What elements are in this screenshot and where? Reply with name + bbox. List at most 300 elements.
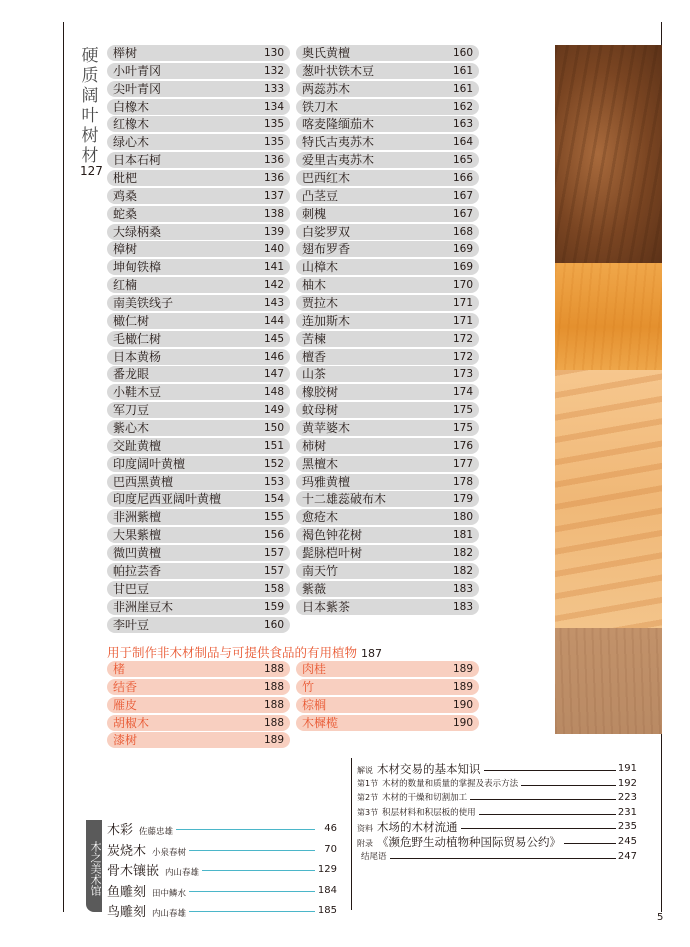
list-item-page: 139 <box>263 225 284 238</box>
list-item-name: 绿心木 <box>113 135 150 150</box>
list-item-page: 179 <box>452 493 473 506</box>
list-item <box>107 384 290 400</box>
list-item-name: 交趾黄檀 <box>113 438 162 453</box>
museum-entry-label <box>107 861 202 882</box>
wood-sample-dark-walnut <box>555 45 662 263</box>
list-item-name: 柿树 <box>302 438 327 453</box>
list-item <box>107 420 290 436</box>
list-item <box>107 99 290 115</box>
list-item-page: 183 <box>452 582 473 595</box>
museum-entry <box>107 902 337 923</box>
list-item-page: 130 <box>263 47 284 59</box>
list-item-name: 日本黄杨 <box>113 349 162 364</box>
list-item-page: 172 <box>452 350 473 363</box>
section-title: 硬质阔叶树材 <box>81 46 99 166</box>
list-item-name: 橄仁树 <box>113 313 150 328</box>
museum-entry-author: 佐藤忠雄 <box>139 827 174 837</box>
list-item-page: 144 <box>263 314 284 327</box>
museum-entry-author: 小泉春树 <box>152 847 187 858</box>
list-item <box>107 661 290 677</box>
list-item <box>296 456 479 472</box>
wood-sample-orange <box>555 263 662 370</box>
reference-label <box>357 820 461 836</box>
list-item <box>107 188 290 204</box>
list-item <box>107 134 290 150</box>
reference-entry <box>357 850 637 865</box>
list-item-page: 138 <box>263 207 284 220</box>
list-item-name: 奥氏黄檀 <box>302 46 351 60</box>
list-item-page: 167 <box>452 207 473 220</box>
list-item <box>296 661 479 677</box>
list-item-name: 紫薇 <box>302 581 327 596</box>
list-item-name: 褐色钟花树 <box>302 528 363 543</box>
list-item-page: 157 <box>263 547 284 560</box>
list-item-name: 漆树 <box>113 733 138 748</box>
list-item-name: 髭脉桤叶树 <box>302 546 363 561</box>
list-item <box>107 617 290 633</box>
list-item-name: 橡胶树 <box>302 385 339 400</box>
list-item-page: 181 <box>452 529 473 542</box>
list-item-name: 南美铁线子 <box>113 296 174 311</box>
list-item-page: 189 <box>263 734 284 747</box>
list-item <box>107 715 290 731</box>
reference-prefix: 第2节 <box>357 793 379 803</box>
list-item-page: 143 <box>263 297 284 310</box>
list-item-page: 147 <box>263 368 284 381</box>
list-item-page: 133 <box>263 82 284 95</box>
list-item-page: 189 <box>452 663 473 675</box>
list-item-page: 155 <box>263 511 284 524</box>
list-item-name: 印度阔叶黄檀 <box>113 456 186 471</box>
reference-page: 235 <box>617 821 637 833</box>
list-item-name: 日本紫茶 <box>302 599 351 614</box>
list-item-name: 小叶青冈 <box>113 63 162 78</box>
list-item <box>296 545 479 561</box>
species-list-column-1 <box>107 45 290 634</box>
left-margin-rule <box>63 22 64 912</box>
list-item <box>107 241 290 257</box>
reference-page: 192 <box>617 777 637 789</box>
museum-entry-title: 鱼雕刻 <box>107 884 147 900</box>
list-item <box>296 679 479 695</box>
list-item-page: 154 <box>263 493 284 506</box>
reference-label <box>357 850 390 864</box>
list-item-name: 枇杷 <box>113 171 138 186</box>
list-item-name: 红楠 <box>113 278 138 293</box>
list-item-page: 149 <box>263 404 284 417</box>
list-item-page: 156 <box>263 529 284 542</box>
list-item <box>296 474 479 490</box>
useful-plants-title: 用于制作非木材制品与可提供食品的有用植物 <box>107 645 358 660</box>
list-item-name: 大果紫檀 <box>113 528 162 543</box>
list-item-name: 尖叶青冈 <box>113 81 162 96</box>
list-item-name: 日本石柯 <box>113 153 162 168</box>
wood-sample-light-grain <box>555 370 662 628</box>
list-item-name: 军刀豆 <box>113 403 150 418</box>
list-item-page: 162 <box>452 100 473 113</box>
list-item-page: 166 <box>452 172 473 185</box>
list-item-page: 135 <box>263 118 284 131</box>
list-item <box>296 313 479 329</box>
list-item-name: 凸茎豆 <box>302 188 339 203</box>
list-item-name: 番龙眼 <box>113 367 150 382</box>
list-item-page: 189 <box>452 680 473 693</box>
list-item-page: 152 <box>263 457 284 470</box>
list-item <box>296 527 479 543</box>
list-item-page: 182 <box>452 564 473 577</box>
list-item-name: 玛雅黄檀 <box>302 474 351 489</box>
list-item-page: 190 <box>452 698 473 711</box>
list-item-name: 蛇桑 <box>113 206 138 221</box>
list-item <box>107 563 290 579</box>
list-item-name: 甘巴豆 <box>113 581 150 596</box>
museum-entry-label <box>107 841 189 862</box>
reference-title: 积层材料和积层板的使用 <box>382 807 476 818</box>
list-item-page: 188 <box>263 663 284 675</box>
list-item <box>296 99 479 115</box>
list-item-name: 特氏古夷苏木 <box>302 135 375 150</box>
section-page-number: 127 <box>80 164 103 178</box>
list-item-name: 大绿柄桑 <box>113 224 162 239</box>
list-item-name: 非洲紫檀 <box>113 510 162 525</box>
list-item-name: 白娑罗双 <box>302 224 351 239</box>
list-item <box>296 349 479 365</box>
list-item <box>296 331 479 347</box>
reference-title: 木场的木材流通 <box>377 820 458 835</box>
list-item-page: 136 <box>263 172 284 185</box>
list-item-page: 141 <box>263 261 284 274</box>
list-item <box>296 715 479 731</box>
list-item-page: 178 <box>452 475 473 488</box>
list-item <box>107 81 290 97</box>
reference-prefix: 第3节 <box>357 807 379 817</box>
list-item <box>107 206 290 222</box>
list-item-name: 黑檀木 <box>302 456 339 471</box>
museum-entry-author: 内山春雄 <box>165 868 200 879</box>
museum-entry-title: 骨木镶嵌 <box>107 864 160 880</box>
list-item-name: 鸡桑 <box>113 188 138 203</box>
list-item <box>296 384 479 400</box>
list-item-page: 146 <box>263 350 284 363</box>
reference-entry <box>357 835 637 850</box>
list-item <box>107 545 290 561</box>
reference-label <box>357 777 521 791</box>
list-item-page: 167 <box>452 189 473 202</box>
list-item-page: 188 <box>263 716 284 729</box>
list-item-page: 140 <box>263 243 284 256</box>
list-item-page: 190 <box>452 716 473 729</box>
list-item <box>107 438 290 454</box>
list-item-name: 愈疮木 <box>302 510 339 525</box>
list-item <box>107 366 290 382</box>
list-item-page: 135 <box>263 136 284 149</box>
list-item-name: 白橡木 <box>113 99 150 114</box>
list-item-page: 174 <box>452 386 473 399</box>
list-item <box>107 679 290 695</box>
list-item <box>107 599 290 615</box>
list-item <box>107 732 290 748</box>
list-item <box>107 474 290 490</box>
list-item <box>296 170 479 186</box>
list-item-name: 檀香 <box>302 349 327 364</box>
list-item <box>296 599 479 615</box>
list-item-page: 159 <box>263 600 284 613</box>
leader-line <box>357 858 617 859</box>
list-item-name: 棕榈 <box>302 697 327 712</box>
list-item-page: 164 <box>452 136 473 149</box>
reference-label <box>357 791 470 805</box>
reference-title: 结尾语 <box>361 851 387 862</box>
list-item-name: 蚊母树 <box>302 403 339 418</box>
list-item-name: 雁皮 <box>113 697 138 712</box>
list-item-page: 132 <box>263 64 284 77</box>
list-item <box>296 45 479 61</box>
list-item-page: 161 <box>452 82 473 95</box>
list-item <box>296 491 479 507</box>
list-item-name: 喀麦隆缅茄木 <box>302 117 375 132</box>
list-item-name: 铁刀木 <box>302 99 339 114</box>
reference-title: 木材的数量和质量的掌握及表示方法 <box>382 778 519 789</box>
list-item <box>107 402 290 418</box>
list-item-name: 胡椒木 <box>113 715 150 730</box>
list-item-page: 168 <box>452 225 473 238</box>
list-item <box>296 206 479 222</box>
reference-entry <box>357 806 637 821</box>
list-item-page: 175 <box>452 404 473 417</box>
list-item-page: 145 <box>263 332 284 345</box>
useful-plants-heading <box>107 643 382 661</box>
reference-page: 245 <box>617 835 637 847</box>
list-item-page: 134 <box>263 100 284 113</box>
list-item-name: 楮 <box>113 662 126 676</box>
list-item-page: 173 <box>452 368 473 381</box>
list-item <box>107 63 290 79</box>
reference-label <box>357 806 479 820</box>
reference-page: 231 <box>617 806 637 818</box>
list-item-page: 170 <box>452 279 473 292</box>
list-item-page: 183 <box>452 600 473 613</box>
list-item-name: 山茶 <box>302 367 327 382</box>
reference-prefix: 第1节 <box>357 778 379 788</box>
list-item-page: 157 <box>263 564 284 577</box>
list-item <box>107 313 290 329</box>
museum-entry <box>107 820 337 841</box>
reference-title: 木材的干燥和切割加工 <box>382 793 468 804</box>
reference-prefix: 附录 <box>357 838 373 848</box>
list-item <box>107 277 290 293</box>
list-item-name: 帕拉芸香 <box>113 563 162 578</box>
list-item <box>296 402 479 418</box>
list-item <box>296 509 479 525</box>
list-item <box>296 224 479 240</box>
museum-entry-page: 129 <box>316 861 337 879</box>
reference-page: 223 <box>617 792 637 804</box>
list-item-name: 木樨榄 <box>302 715 339 730</box>
reference-entry <box>357 791 637 806</box>
museum-label: 木之美术馆 <box>86 820 102 912</box>
list-item <box>107 697 290 713</box>
list-item <box>296 259 479 275</box>
list-item <box>107 224 290 240</box>
species-list-column-2 <box>296 45 479 617</box>
reference-prefix: 资料 <box>357 824 373 834</box>
list-item-name: 刺槐 <box>302 206 327 221</box>
list-item-page: 169 <box>452 261 473 274</box>
list-item-name: 山樟木 <box>302 260 339 275</box>
museum-entry-title: 炭烧木 <box>107 843 147 859</box>
list-item-name: 南天竹 <box>302 563 339 578</box>
museum-entry-page: 185 <box>316 902 337 920</box>
museum-entry-title: 鸟雕刻 <box>107 905 147 921</box>
list-item-name: 榉树 <box>113 46 138 60</box>
list-item <box>107 295 290 311</box>
reference-entry <box>357 820 637 835</box>
list-item <box>296 63 479 79</box>
list-item-name: 坤甸铁樟 <box>113 260 162 275</box>
list-item-page: 171 <box>452 314 473 327</box>
museum-entry-label <box>107 902 189 923</box>
list-item <box>107 491 290 507</box>
list-item-name: 肉桂 <box>302 662 327 676</box>
museum-entry-author: 田中鳞水 <box>152 888 187 899</box>
list-item-page: 188 <box>263 698 284 711</box>
list-item <box>296 81 479 97</box>
museum-entry-label <box>107 882 189 903</box>
list-item <box>107 116 290 132</box>
list-item-page: 150 <box>263 422 284 435</box>
list-item-page: 165 <box>452 154 473 167</box>
list-item-page: 153 <box>263 475 284 488</box>
list-item-page: 180 <box>452 511 473 524</box>
list-item-page: 172 <box>452 332 473 345</box>
list-item <box>296 295 479 311</box>
list-item <box>296 366 479 382</box>
list-item <box>296 420 479 436</box>
list-item-page: 176 <box>452 439 473 452</box>
museum-entry-label <box>107 820 176 841</box>
list-item <box>107 509 290 525</box>
list-item-name: 翅布罗香 <box>302 242 351 257</box>
reference-prefix: 解说 <box>357 766 373 775</box>
list-item-name: 李叶豆 <box>113 617 150 632</box>
list-item <box>107 527 290 543</box>
list-item-page: 182 <box>452 547 473 560</box>
list-item <box>107 170 290 186</box>
list-item-name: 紫心木 <box>113 421 150 436</box>
list-item-page: 148 <box>263 386 284 399</box>
museum-entry-page: 46 <box>322 820 337 838</box>
list-item-page: 151 <box>263 439 284 452</box>
reference-page: 191 <box>617 763 637 774</box>
list-item-page: 137 <box>263 189 284 202</box>
list-item <box>296 277 479 293</box>
list-item-page: 158 <box>263 582 284 595</box>
list-item-name: 结香 <box>113 679 138 694</box>
list-item-name: 竹 <box>302 679 315 694</box>
list-item-page: 169 <box>452 243 473 256</box>
list-item <box>296 188 479 204</box>
museum-entry <box>107 841 337 862</box>
list-item-page: 177 <box>452 457 473 470</box>
list-item-name: 连加斯木 <box>302 313 351 328</box>
list-item-name: 十二雄蕊破布木 <box>302 492 387 507</box>
list-item-name: 葱叶状铁木豆 <box>302 63 375 78</box>
reference-title: 《濒危野生动植物种国际贸易公约》 <box>377 834 561 849</box>
list-item <box>107 259 290 275</box>
list-item <box>107 152 290 168</box>
list-item-name: 非洲崖豆木 <box>113 599 174 614</box>
list-item <box>296 697 479 713</box>
reference-contents <box>357 762 637 864</box>
bottom-divider-rule <box>351 758 352 910</box>
list-item-page: 175 <box>452 422 473 435</box>
reference-page: 247 <box>617 850 637 862</box>
list-item-name: 爱里古夷苏木 <box>302 153 375 168</box>
reference-entry <box>357 777 637 792</box>
reference-entry <box>357 762 637 777</box>
useful-plants-column-1 <box>107 661 290 750</box>
list-item-name: 巴西红木 <box>302 171 351 186</box>
list-item <box>107 581 290 597</box>
list-item-name: 柚木 <box>302 278 327 293</box>
list-item-name: 樟树 <box>113 242 138 257</box>
list-item-page: 161 <box>452 64 473 77</box>
list-item-page: 188 <box>263 680 284 693</box>
list-item <box>107 456 290 472</box>
list-item <box>107 331 290 347</box>
list-item-name: 毛橄仁树 <box>113 331 162 346</box>
list-item <box>296 581 479 597</box>
reference-label <box>357 762 484 778</box>
museum-contents <box>107 820 337 923</box>
list-item <box>296 116 479 132</box>
list-item <box>107 45 290 61</box>
list-item-page: 160 <box>452 47 473 59</box>
list-item-name: 两蕊苏木 <box>302 81 351 96</box>
list-item <box>296 241 479 257</box>
list-item-name: 印度尼西亚阔叶黄檀 <box>113 492 222 507</box>
list-item-page: 160 <box>263 618 284 631</box>
museum-entry-page: 184 <box>316 882 337 900</box>
museum-entry-author: 内山春雄 <box>152 909 187 920</box>
list-item-name: 贾拉木 <box>302 296 339 311</box>
list-item <box>107 349 290 365</box>
reference-title: 木材交易的基本知识 <box>377 762 481 776</box>
list-item <box>296 438 479 454</box>
reference-label <box>357 835 564 851</box>
list-item-name: 小鞋木豆 <box>113 385 162 400</box>
list-item-page: 142 <box>263 279 284 292</box>
wood-sample-brown <box>555 628 662 734</box>
list-item-name: 黄苹婆木 <box>302 421 351 436</box>
museum-entry-page: 70 <box>322 841 337 859</box>
list-item <box>296 134 479 150</box>
useful-plants-page: 187 <box>361 647 383 660</box>
list-item-name: 巴西黑黄檀 <box>113 474 174 489</box>
useful-plants-column-2 <box>296 661 479 732</box>
museum-entry <box>107 882 337 903</box>
museum-entry-title: 木彩 <box>107 823 134 838</box>
list-item-page: 136 <box>263 154 284 167</box>
list-item-page: 163 <box>452 118 473 131</box>
list-item-name: 红橡木 <box>113 117 150 132</box>
list-item-page: 171 <box>452 297 473 310</box>
museum-entry <box>107 861 337 882</box>
list-item-name: 微凹黄檀 <box>113 546 162 561</box>
list-item-name: 苦楝 <box>302 331 327 346</box>
list-item <box>296 152 479 168</box>
folio-page-number: 5 <box>657 912 664 923</box>
